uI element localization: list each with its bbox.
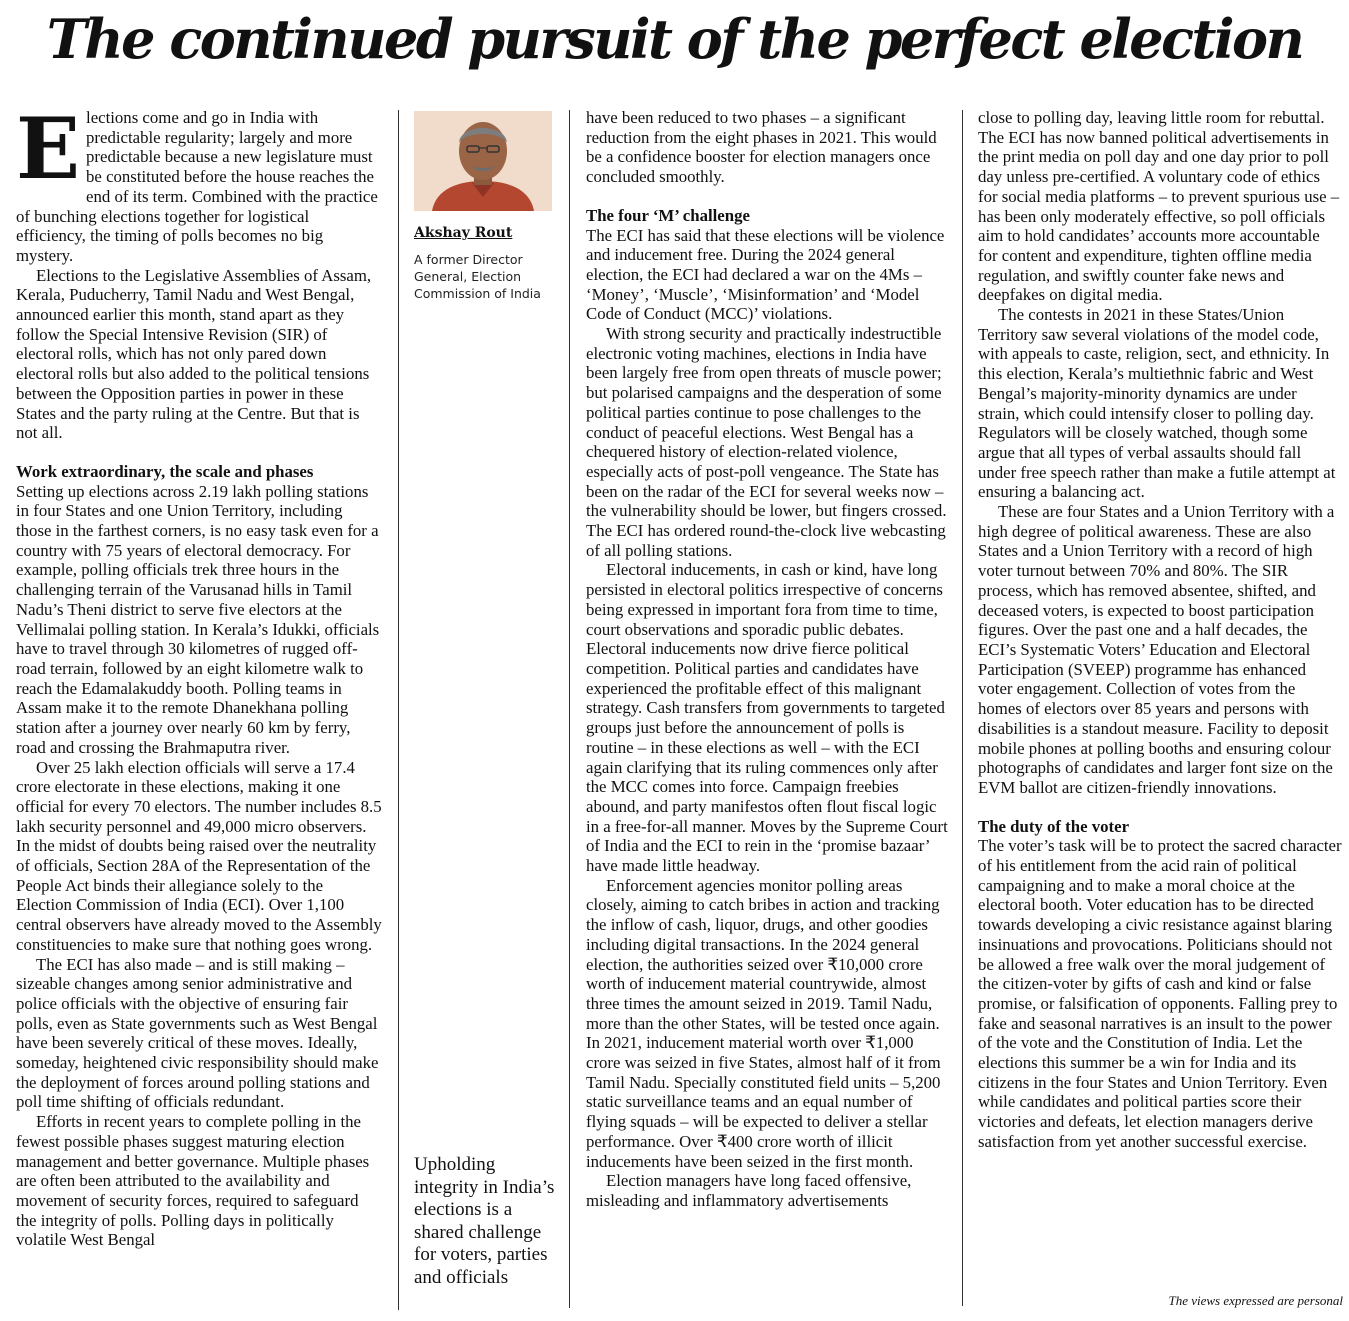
column-divider <box>398 110 399 1310</box>
article-paragraph: Electoral inducements, in cash or kind, have long persisted in electoral politics irrespective of concerns being expressed in important fora from time to time, court observations and sporadic public debates. Electoral inducements now drive fierce political competition. Political parties and candidates have experienced the profitable effect of this malignant strategy. Cash transfers from governments to targeted groups just before the announcement of polls is routine – in these elections as well – with the ECI again clarifying that its ruling commences only after the MCC comes into force. Campaign freebies abound, and party manifestos often flout fiscal logic in a free-for-all manner. Moves by the Supreme Court of India and the ECI to rein in the ‘promise bazaar’ have made little headway. <box>586 560 948 876</box>
article-paragraph: Enforcement agencies monitor polling areas closely, aiming to catch bribes in action and tracking the inflow of cash, liquor, drugs, and other goodies including digital transactions. In the 2024 general election, the authorities seized over ₹10,000 crore worth of inducement material countrywide, almost three times the amount seized in 2019. Tamil Nadu, more than the other States, will be tested once again. In 2021, inducement material worth over ₹1,000 crore was seized in five States, almost half of it from Tamil Nadu. Specially constituted field units – 5,200 static surveillance teams and an equal number of flying squads – will be expected to deliver a stellar performance. Over ₹400 crore worth of illicit inducements have been seized in the first month. <box>586 875 941 1171</box>
article-paragraph: Efforts in recent years to complete polling in the fewest possible phases suggest maturing election management and better governance. Multiple phases are often been attributed to the availability and movement of security forces, required to safeguard the integrity of polls. Polling days in politically volatile West Bengal <box>16 1112 370 1250</box>
article-paragraph: These are four States and a Union Territory with a high degree of political awareness. These are also States and a Union Territory with a record of high voter turnout between 70% and 80%. The SIR process, which has removed absentee, shifted, and deceased voters, is expected to boost participation figures. Over the past one and a half decades, the ECI’s Systematic Voters’ Education and Electoral Participation (SVEEP) programme has enhanced voter engagement. Collection of votes from the homes of electors over 85 years and persons with disabilities is a standout measure. Facility to deposit mobile phones at polling booths and ensuring colour photographs of candidates and larger font size on the EVM ballot are citizen-friendly innovations. <box>978 502 1335 797</box>
section-heading: The four ‘M’ challenge <box>586 205 750 225</box>
section-heading: The duty of the voter <box>978 816 1130 836</box>
column-divider <box>569 110 570 1308</box>
article-column-3 <box>586 108 950 1211</box>
article-paragraph: Elections come and go in India with predictable regularity; largely and more predictable because a new legislature must be constituted before the house reaches the end of its term. Combined with the practice of bunching elections together for logistical efficiency, the timing of polls becomes no big mystery. <box>16 99 378 265</box>
article-paragraph: The ECI has said that these elections will be violence and inducement free. During the 2024 general election, the ECI had declared a war on the 4Ms – ‘Money’, ‘Muscle’, ‘Misinformation’ and ‘Model Code of Conduct (MCC)’ violations. <box>586 225 945 324</box>
article-column-1 <box>16 99 382 1250</box>
author-box <box>414 111 554 302</box>
pull-quote: Upholding integrity in India’s elections is a shared challenge for voters, parties and officials <box>414 1154 555 1288</box>
headline: The continued pursuit of the perfect election <box>46 7 1303 71</box>
article-column-4 <box>978 108 1342 1152</box>
article-paragraph: The voter’s task will be to protect the sacred character of his entitlement from the acid rain of political campaigning and to make a moral choice at the electoral booth. Voter education has to be directed towards developing a civic resistance against blaring insinuations and provocations. Politicians should not be allowed a free walk over the moral judgement of the citizen-voter by gifts of cash and kind or false promise, or falsification of opponents. Falling prey to fake and seasonal narratives is an insult to the power of the vote and the Constitution of India. Let the elections this summer be a win for India and its citizens in the four States and Union Territory. Even while candidates and political parties score their victories and defeats, let election managers derive satisfaction from yet another successful exercise. <box>978 836 1342 1151</box>
article-paragraph: close to polling day, leaving little room for rebuttal. The ECI has now banned political advertisements in the print media on poll day and one day prior to poll day unless pre-certified. A voluntary code of ethics for social media platforms – to prevent spurious use – has been only moderately effective, so poll officials aim to hold candidates’ accounts more accountable for content and expenditure, tighten offline media regulation, and swiftly counter fake news and deepfakes on digital media. <box>978 108 1340 305</box>
article-paragraph: Over 25 lakh election officials will serve a 17.4 crore electorate in these elections, making it one official for every 70 electors. The number includes 8.5 lakh security personnel and 49,000 micro observers. In the midst of doubts being raised over the neutrality of officials, Section 28A of the Representation of the People Act binds their allegiance solely to the Election Commission of India (ECI). Over 1,100 central observers have already moved to the Assembly constituencies to make sure that nothing goes wrong. <box>16 757 382 954</box>
article-paragraph: Elections to the Legislative Assemblies of Assam, Kerala, Puducherry, Tamil Nadu and West Bengal, announced earlier this month, stand apart as they follow the Special Intensive Revision (SIR) of electoral rolls, which has not only pared down electoral rolls but also added to the political tensions between the Opposition parties in power in these States and the party ruling at the Centre. But that is not all. <box>16 265 372 443</box>
drop-cap: E <box>16 99 81 198</box>
article-paragraph: Election managers have long faced offensive, misleading and inflammatory advertisements <box>586 1171 912 1210</box>
article-paragraph: have been reduced to two phases – a significant reduction from the eight phases in 2021. This would be a confidence booster for election managers once concluded smoothly. <box>586 108 937 187</box>
section-heading: Work extraordinary, the scale and phases <box>16 461 314 481</box>
author-portrait-icon <box>414 111 552 211</box>
disclaimer: The views expressed are personal <box>1168 1293 1343 1308</box>
article-paragraph: With strong security and practically indestructible electronic voting machines, elections in India have been largely free from open threats of muscle power; but polarised campaigns and the desperation of some political parties continue to pose challenges to the conduct of peaceful elections. West Bengal has a chequered history of election-related violence, especially acts of post-poll vengeance. The State has been on the radar of the ECI for several weeks now – the vulnerability should be lower, but fingers crossed. The ECI has ordered round-the-clock live webcasting of all polling stations. <box>586 324 947 560</box>
author-bio: A former Director General, Election Commission of India <box>414 252 541 301</box>
column-divider <box>962 110 963 1306</box>
author-photo <box>414 111 552 211</box>
article-paragraph: The contests in 2021 in these States/Union Territory saw several violations of the model code, with appeals to caste, religion, sect, and ethnicity. In this election, Kerala’s multiethnic fabric and West Bengal’s majority-minority dynamics are under strain, which could intensify closer to polling day. Regulators will be closely watched, though some argue that all types of verbal assaults should fall under free speech rather than make a futile attempt at ensuring a balancing act. <box>978 305 1336 502</box>
author-name: Akshay Rout <box>414 225 513 241</box>
article-paragraph: Setting up elections across 2.19 lakh polling stations in four States and one Union Territory, including those in the farthest corners, is no easy task even for a country with 75 years of electoral democracy. For example, polling officials trek three hours in the challenging terrain of the Varusanad hills in Tamil Nadu’s Theni district to serve five electors at the Vellimalai polling station. In Kerala’s Idukki, officials have to travel through 30 kilometres of rugged off-road terrain, followed by an eight kilometre walk to reach the Edamalakuddy booth. Polling teams in Assam make it to the remote Dhanekhana polling station after a journey over nearly 60 km by ferry, road and crossing the Brahmaputra river. <box>16 481 380 757</box>
article-paragraph: The ECI has also made – and is still making –sizeable changes among senior administrative and police officials with the objective of ensuring fair polls, even as State governments such as West Bengal have been severely critical of these moves. Ideally, someday, heightened civic responsibility should make the deployment of forces around polling stations and poll time shifting of officials redundant. <box>16 954 379 1112</box>
